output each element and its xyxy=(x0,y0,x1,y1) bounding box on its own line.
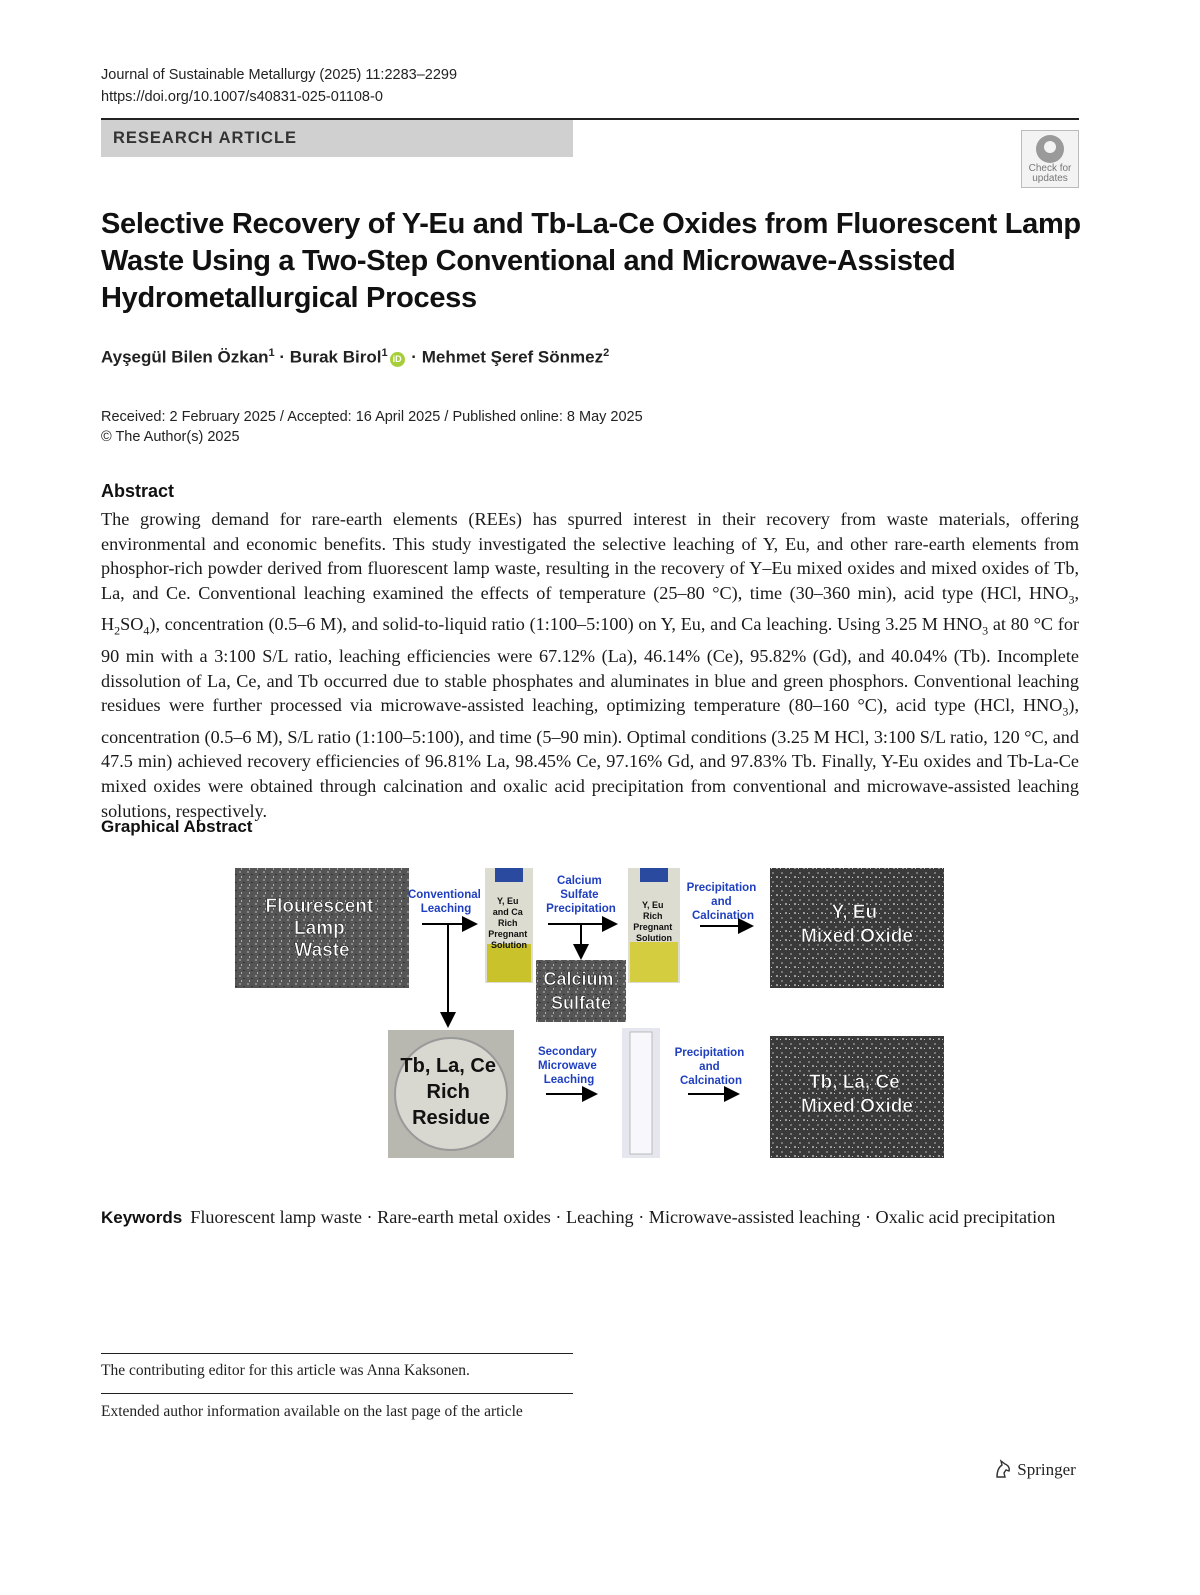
ca-sulfate-label: Calcium xyxy=(543,969,614,989)
keywords-label: Keywords xyxy=(101,1208,183,1227)
affiliation-mark: 2 xyxy=(603,347,610,359)
bottle2-label: Solution xyxy=(636,933,672,943)
author-name[interactable]: Ayşegül Bilen Özkan xyxy=(101,347,269,367)
microwave-label: Microwave xyxy=(537,1060,597,1072)
doi-link[interactable]: https://doi.org/10.1007/s40831-025-01108-0 xyxy=(101,89,383,105)
journal-citation: Journal of Sustainable Metallurgy (2025) 11:2283–2299 xyxy=(101,67,458,83)
tblace-oxide-label: Tb, La, Ce xyxy=(808,1072,900,1093)
article-title: Selective Recovery of Y-Eu and Tb-La-Ce Oxides from Fluorescent Lamp Waste Using a Two-Step Conventional and Microwave-Assisted Hydrometallurgical Process xyxy=(101,208,1081,314)
ca-sulfate-precip-label: Sulfate xyxy=(560,889,599,901)
orcid-icon[interactable]: iD xyxy=(390,352,405,367)
springer-horse-icon xyxy=(993,1459,1013,1479)
svg-text:Calcium Sulfate Pr xyxy=(546,875,616,915)
precip-calc-label: and xyxy=(711,896,732,908)
precip-calc-label: Precipitation xyxy=(674,1047,745,1059)
svg-text:Precipitation and xyxy=(687,882,760,922)
precip-calc-label: Calcination xyxy=(692,910,754,922)
article-type-band: RESEARCH ARTICLE xyxy=(101,120,573,157)
author-separator: · xyxy=(411,347,417,367)
yeu-oxide-label: Y, Eu xyxy=(831,902,878,923)
ca-sulfate-precip-label: Precipitation xyxy=(546,903,616,915)
conv-leaching-label: Leaching xyxy=(420,903,472,915)
precip-calc-label: and xyxy=(699,1061,720,1073)
svg-text:Precipitation and xyxy=(675,1047,748,1087)
ca-sulfate-label: Sulfate xyxy=(550,993,612,1013)
graphical-abstract-figure xyxy=(230,862,950,1162)
check-updates-label: Check for updates xyxy=(1028,163,1072,184)
footnote-rule xyxy=(101,1353,573,1354)
lamp-waste-label: Flourescent xyxy=(265,896,374,917)
date-history: Received: 2 February 2025 / Accepted: 16 April 2025 / Published online: 8 May 2025 xyxy=(101,409,643,425)
residue-label: Residue xyxy=(412,1107,490,1129)
yeu-oxide-label: Mixed Oxide xyxy=(801,926,913,947)
author-name[interactable]: Mehmet Şeref Sönmez xyxy=(421,347,604,367)
microwave-label: Leaching xyxy=(543,1074,595,1086)
author-list xyxy=(101,347,609,368)
keywords-text: Fluorescent lamp waste · Rare-earth metal oxides · Leaching · Microwave-assisted leaching · Oxalic acid precipitation xyxy=(190,1207,1056,1227)
footnote-rule xyxy=(101,1393,573,1394)
author-separator: · xyxy=(279,347,286,367)
abstract-text: The growing demand for rare-earth elements (REEs) has spurred interest in their recovery from waste materials, offering environmental and economic benefits. This study investigated the selective leaching of Y, Eu, and other rare-earth elements from phosphor-rich powder derived from fluorescent lamp waste, resulting in the recovery of Y–Eu mixed oxides and mixed oxides of Tb, La, and Ce. Conventional leaching examined the effects of temperature (25–80 °C), time (30–360 min), acid type (HCl, $HNO_3$, $H_2SO_4$), concentration (0.5–6 M), and solid-to-liquid ratio (1:100–5:100) on Y, Eu, and Ca leaching. Using 3.25 M $HNO_3$ at 80 °C for 90 min with a 3:100 S/L ratio, leaching efficiencies were 67.12% (La), 46.14% (Ce), 95.82% (Gd), and 40.04% (Tb). Incomplete dissolution of La, Ce, and Tb occurred due to stable phosphates and aluminates in blue and green phosphors. Conventional leaching residues were further processed via microwave-assisted leaching, optimizing temperature (80–160 °C), acid type (HCl, $HNO_3$), concentration (0.5–6 M), S/L ratio (1:100–5:100), and time (5–90 min). Optimal conditions (3.25 M HCl, 3:100 S/L ratio, 120 °C, and 47.5 min) achieved recovery efficiencies of 96.81% La, 98.45% Ce, 97.16% Gd, and 97.83% Tb. Finally, Y-Eu oxides and Tb-La-Ce mixed oxides were obtained through calcination and oxalic acid precipitation from conventional and microwave-assisted leaching solutions, respectively. xyxy=(101,509,1079,821)
residue-label: Tb, La, Ce xyxy=(400,1055,497,1077)
bottle1-label: Pregnant xyxy=(488,929,528,939)
publication-dates xyxy=(101,407,643,447)
bottle1-label: and Ca xyxy=(492,907,523,917)
copyright-line: © The Author(s) 2025 xyxy=(101,429,240,445)
affiliation-mark: 1 xyxy=(381,347,388,359)
lamp-waste-label: Waste xyxy=(294,940,350,961)
affiliation-mark: 1 xyxy=(268,347,275,359)
lamp-waste-label: Lamp xyxy=(294,918,345,939)
tblace-oxide-label: Mixed Oxide xyxy=(801,1096,913,1117)
microwave-label: Secondary xyxy=(537,1046,597,1058)
keywords-block xyxy=(101,1205,1079,1230)
graphical-abstract-heading: Graphical Abstract xyxy=(101,817,253,836)
publisher-name: Springer xyxy=(1017,1460,1076,1479)
precip-calc-label: Calcination xyxy=(680,1075,742,1087)
abstract-heading: Abstract xyxy=(101,481,175,501)
conv-leaching-label: Conventional xyxy=(407,889,481,901)
bottle2-label: Rich xyxy=(642,911,663,921)
publisher-logo xyxy=(993,1459,1076,1480)
check-for-updates-button[interactable] xyxy=(1021,130,1079,188)
bottle2-label: Y, Eu xyxy=(641,900,664,910)
editor-footnote: The contributing editor for this article was Anna Kaksonen. xyxy=(101,1362,470,1379)
bottle1-label: Rich xyxy=(497,918,518,928)
ca-sulfate-precip-label: Calcium xyxy=(557,875,602,887)
svg-text:Conventional Leaching xyxy=(408,889,484,915)
journal-header xyxy=(101,64,457,108)
crossmark-icon xyxy=(1036,135,1064,163)
author-name[interactable]: Burak Birol xyxy=(289,347,382,367)
extended-info-footnote: Extended author information available on the last page of the article xyxy=(101,1403,523,1420)
bottle2-label: Pregnant xyxy=(633,922,673,932)
bottle1-label: Y, Eu xyxy=(496,896,519,906)
svg-text:Secondary Microwave xyxy=(538,1046,600,1086)
precip-calc-label: Precipitation xyxy=(686,882,757,894)
residue-label: Rich xyxy=(426,1081,470,1103)
bottle1-label: Solution xyxy=(491,940,527,950)
